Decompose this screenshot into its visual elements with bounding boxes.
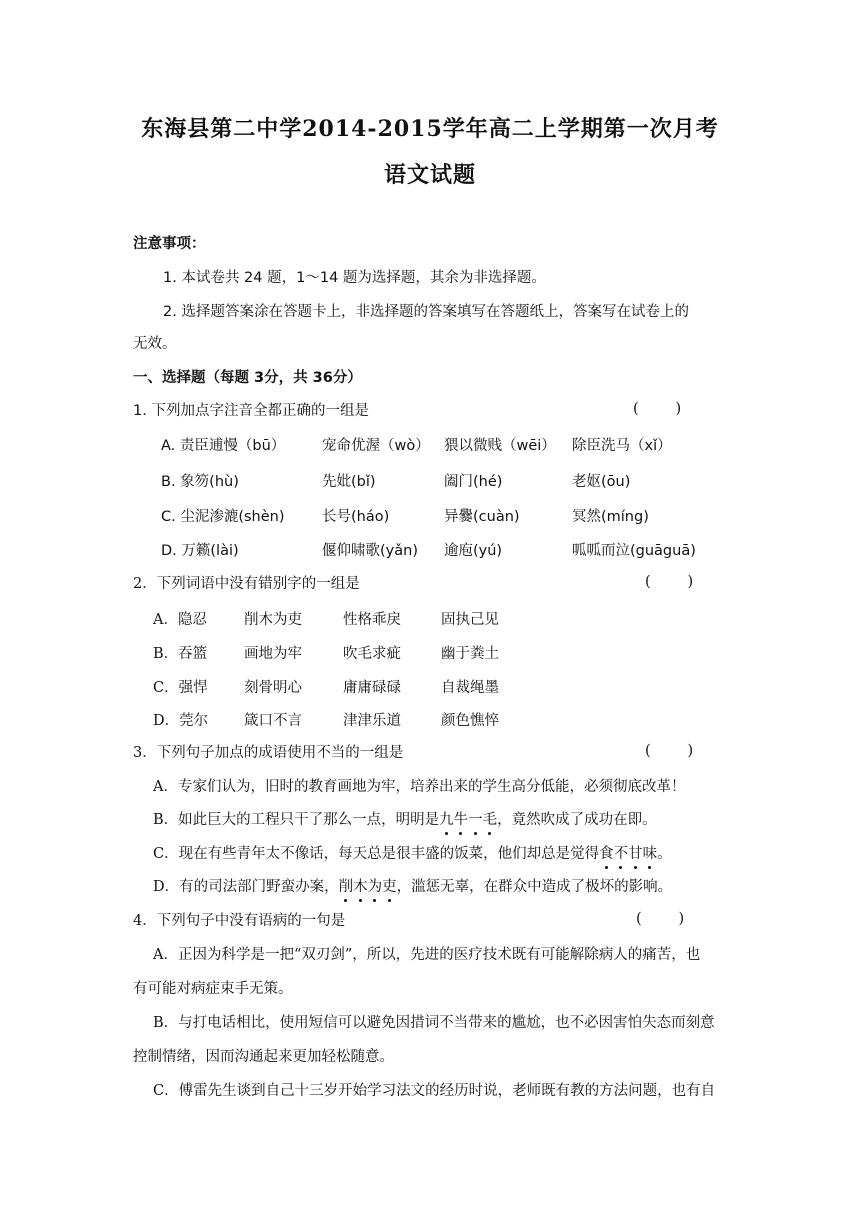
emphasis-dot-char: 九 [439,812,454,828]
q1-option-a3: 猥以微贱（wēi） [444,438,556,454]
q3-answer-paren: ( ) [645,743,694,759]
q2-option-b4: 幽于粪土 [441,646,499,662]
q2-option-b2: 画地为牢 [244,646,302,662]
q1-option-d3: 逾庖(yú) [444,543,503,559]
q1-option-c1: C. 尘泥渗漉(shèn) [161,509,285,525]
q3-option-d-dotted [339,879,397,895]
q4-option-b: B．与打电话相比，使用短信可以避免因措词不当带来的尴尬，也不必因害怕失态而刻意 [153,1015,715,1031]
q2-option-a4: 固执己见 [441,612,499,628]
notice-item-2-cont: 无效。 [133,336,177,352]
emphasis-dot-char: 为 [367,879,383,895]
q2-option-d1: D．莞尔 [153,713,209,729]
emphasis-dot-char: 食 [599,846,614,862]
q3-option-c [153,844,672,864]
q2-option-a3: 性格乖戾 [343,612,401,628]
q3-option-d [153,877,672,897]
q4-option-a: A．正因为科学是一把“双刃剑”，所以，先进的医疗技术既有可能解除病人的痛苦，也 [153,947,701,963]
q3-option-b-text-end: ，竟然吹成了成功在即。 [497,812,657,828]
q2-option-d3: 津津乐道 [343,713,401,729]
emphasis-dot-char: 削 [338,879,354,895]
q2-option-b1: B．吞篮 [153,646,208,662]
q4-option-a-cont: 有可能对病症束手无策。 [133,981,293,997]
emphasis-dot-char: 吏 [382,879,397,895]
q4-option-c: C．傅雷先生谈到自己十三岁开始学习法文的经历时说，老师既有教的方法问题，也有自 [153,1083,716,1099]
emphasis-dot-char: 木 [353,879,368,895]
section-heading: 一、选择题（每题 3分，共 36分） [133,370,362,386]
q3-option-a: A．专家们认为，旧时的教育画地为牢，培养出来的学生高分低能，必须彻底改革！ [153,779,686,795]
q1-option-d2: 偃仰啸歌(yǎn) [322,543,418,559]
q4-answer-paren: ( ) [636,911,685,927]
exam-subtitle: 语文试题 [383,162,476,188]
q2-option-d2: 箴口不言 [244,713,302,729]
emphasis-dot-char: 一 [468,812,483,828]
q1-stem: 1. 下列加点字注音全都正确的一组是 [133,403,369,419]
notice-heading: 注意事项： [133,236,206,252]
q3-option-b [153,810,657,830]
q1-answer-paren: ( ) [633,401,682,417]
q3-option-c-text-end: 。 [657,846,672,862]
q1-option-b4: 老妪(ōu) [572,474,631,490]
q1-option-b2: 先妣(bǐ) [322,474,376,490]
q1-option-c3: 异爨(cuàn) [444,509,520,525]
q4-option-b-cont: 控制情绪，因而沟通起来更加轻松随意。 [133,1049,394,1065]
emphasis-dot-char: 不 [613,846,629,862]
q2-option-a1: A．隐忍 [153,612,207,628]
q2-option-c4: 自裁绳墨 [441,680,499,696]
q1-option-d4: 呱呱而泣(guāguā) [572,543,696,559]
q2-option-c2: 刻骨明心 [244,680,302,696]
q3-stem: 3．下列句子加点的成语使用不当的一组是 [133,745,404,761]
q2-stem: 2．下列词语中没有错别字的一组是 [133,576,360,592]
notice-item-1: 1. 本试卷共 24 题，1～14 题为选择题，其余为非选择题。 [163,270,546,286]
q1-option-b1: B. 象笏(hù) [161,474,239,490]
q2-option-b3: 吹毛求疵 [343,646,401,662]
q2-option-d4: 颜色憔悴 [441,713,499,729]
emphasis-dot-char: 牛 [453,812,469,828]
q3-option-d-text-end: ，滥惩无辜，在群众中造成了极坏的影响。 [396,879,673,895]
q1-option-c4: 冥然(míng) [572,509,649,525]
emphasis-dot-char: 毛 [482,812,498,828]
q2-option-a2: 削木为吏 [244,612,302,628]
emphasis-dot-char: 味 [642,846,658,862]
q1-option-a4: 除臣洗马（xǐ） [572,438,672,454]
q1-option-d1: D. 万籁(lài) [161,543,239,559]
q3-option-c-text: C．现在有些青年太不像话，每天总是很丰盛的饭菜，他们却总是觉得 [153,846,600,862]
q1-option-b3: 阖门(hé) [444,474,503,490]
q2-option-c1: C．强悍 [153,680,208,696]
q1-option-a1: A. 责臣逋慢（bū） [161,438,286,454]
emphasis-dot-char: 甘 [628,846,643,862]
exam-title: 东海县第二中学2014-2015学年高二上学期第一次月考 [141,116,719,142]
q2-answer-paren: ( ) [645,574,694,590]
notice-item-2: 2. 选择题答案涂在答题卡上，非选择题的答案填写在答题纸上，答案写在试卷上的 [163,304,689,320]
q2-option-c3: 庸庸碌碌 [343,680,401,696]
q1-option-a2: 宠命优渥（wò） [322,438,430,454]
q3-option-d-text: D．有的司法部门野蛮办案， [153,879,339,895]
q1-option-c2: 长号(háo) [322,509,390,525]
q3-option-b-dotted [439,812,497,828]
q4-stem: 4．下列句子中没有语病的一句是 [133,913,346,929]
q3-option-c-dotted [599,846,657,862]
q3-option-b-text: B．如此巨大的工程只干了那么一点，明明是 [153,812,440,828]
